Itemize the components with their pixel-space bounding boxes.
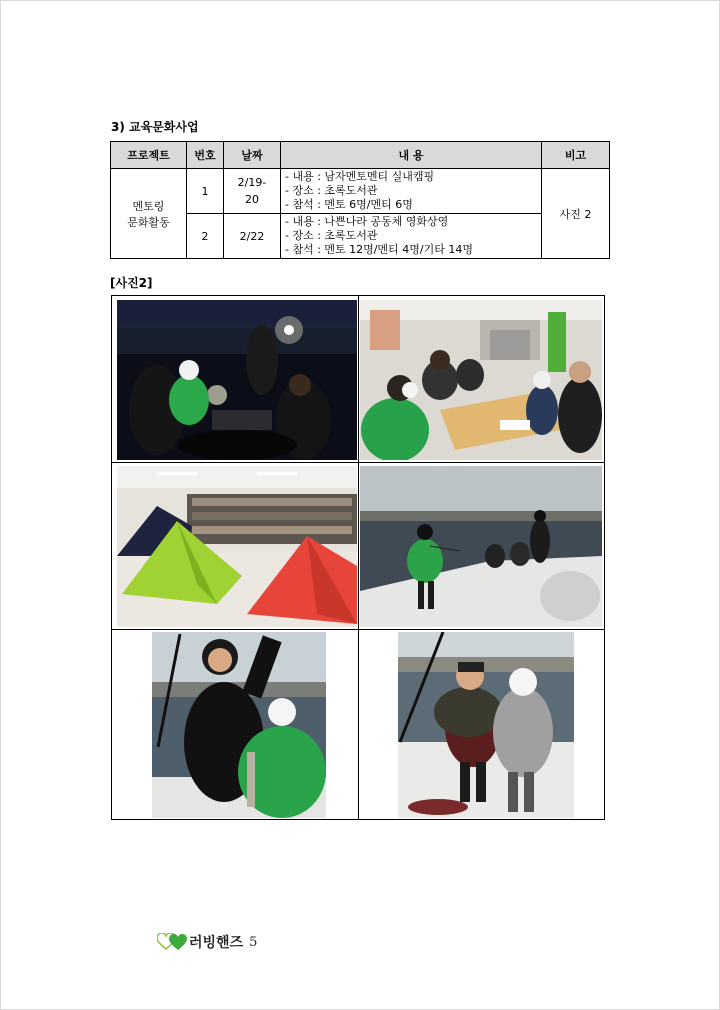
header-number: 번호: [187, 142, 224, 169]
photo-indoor-tents: [117, 466, 357, 627]
number-cell: 2: [187, 214, 224, 259]
photo-night-camping: [117, 300, 357, 460]
content-line: - 내용 : 남자멘토멘티 실내캠핑: [285, 170, 435, 183]
content-line: - 내용 : 나쁜나라 공동체 영화상영: [285, 215, 449, 228]
header-note: 비고: [542, 142, 610, 169]
table-header-row: [111, 142, 610, 169]
heart-logo-icon: [157, 933, 187, 951]
photo-fishing-friends: [398, 632, 574, 818]
header-project: 프로젝트: [111, 142, 187, 169]
project-line: 멘토링: [132, 199, 165, 213]
photo-label: [사진2]: [110, 276, 153, 290]
photo-fishing-catch: [152, 632, 326, 818]
project-table: [110, 141, 610, 259]
grid-divider-horizontal: [112, 462, 604, 463]
number-cell: 1: [187, 169, 224, 214]
header-content: 내 용: [281, 142, 542, 169]
footer-logo: [157, 932, 257, 952]
content-cell: [281, 169, 542, 214]
content-cell: [281, 214, 542, 259]
photo-grid: [111, 295, 605, 820]
header-date: 날짜: [224, 142, 281, 169]
date-line: 2/19-: [237, 176, 267, 189]
photo-sea-fishing: [360, 466, 602, 627]
page-number: 5: [249, 934, 258, 950]
content-line: - 장소 : 초록도서관: [285, 184, 378, 197]
note-cell: 사진 2: [542, 169, 610, 259]
table-row: [111, 169, 610, 214]
grid-divider-vertical: [358, 296, 359, 819]
project-line: 문화활동: [127, 215, 170, 229]
content-line: - 장소 : 초록도서관: [285, 229, 378, 242]
section-heading: 3) 교육문화사업: [111, 120, 199, 134]
date-cell: [224, 214, 281, 259]
date-cell: [224, 169, 281, 214]
content-line: - 참석 : 멘토 6명/멘티 6명: [285, 198, 413, 211]
date-line: 2/22: [239, 229, 265, 243]
photo-library-meeting: [360, 300, 602, 460]
date-line: 20: [245, 193, 259, 206]
content-line: - 참석 : 멘토 12명/멘티 4명/기타 14명: [285, 243, 473, 256]
grid-divider-horizontal: [112, 629, 604, 630]
logo-text: 러빙핸즈: [189, 935, 244, 951]
project-cell: [111, 169, 187, 259]
